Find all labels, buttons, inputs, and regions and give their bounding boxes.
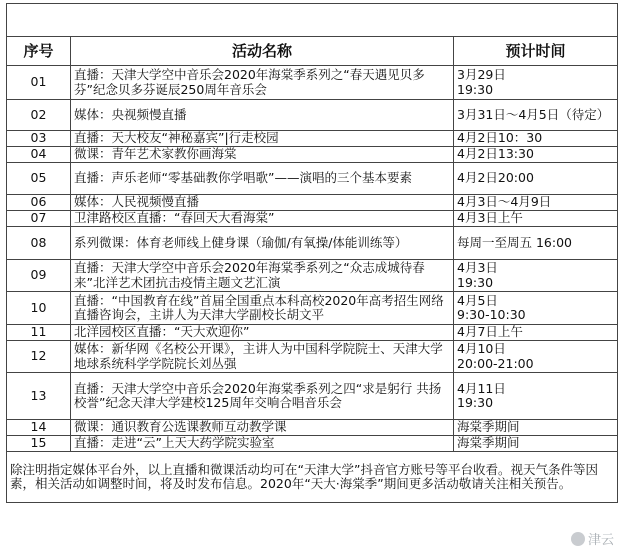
row-time-cell: 4月11日 19:30 <box>454 373 618 420</box>
table-row <box>7 420 618 436</box>
row-num-cell: 06 <box>7 195 71 211</box>
table-row <box>7 260 618 292</box>
watermark-logo-icon <box>571 532 585 546</box>
row-activity-cell: 直播：“中国教育在线”首届全国重点本科高校2020年高考招生网络直播咨询会，主讲人为天津大学副校长胡文平 <box>71 292 454 325</box>
row-time-cell: 4月3日上午 <box>454 211 618 227</box>
row-time-cell: 每周一至周五 16:00 <box>454 227 618 260</box>
row-num-cell: 15 <box>7 436 71 452</box>
row-activity-cell: 直播：天津大学空中音乐会2020年海棠季系列之“春天遇见贝多芬”纪念贝多芬诞辰250周年音乐会 <box>71 66 454 100</box>
row-time-cell: 4月7日上午 <box>454 325 618 341</box>
row-activity-cell: 媒体：人民视频慢直播 <box>71 195 454 211</box>
table-row <box>7 147 618 163</box>
row-num-cell: 10 <box>7 292 71 325</box>
schedule-table <box>6 3 618 503</box>
row-activity-cell: 媒体：新华网《名校公开课》，主讲人为中国科学院院士、天津大学地球系统科学学院院长刘丛强 <box>71 341 454 373</box>
row-num-cell: 13 <box>7 373 71 420</box>
table-row <box>7 292 618 325</box>
watermark-text: 津云 <box>587 533 614 548</box>
row-activity-cell: 卫津路校区直播：“春回天大看海棠” <box>71 211 454 227</box>
row-time-cell: 4月10日 20:00-21:00 <box>454 341 618 373</box>
row-activity-cell: 系列微课：体育老师线上健身课（瑜伽/有氧操/体能训练等） <box>71 227 454 260</box>
row-time-cell: 4月3日 19:30 <box>454 260 618 292</box>
notes-text: 除注明指定媒体平台外，以上直播和微课活动均可在“天津大学”抖音官方账号等平台收看。视天气条件等因素，相关活动如调整时间，将及时发布信息。2020年“天大·海棠季”期间更多活动敬请关注相关预告。 <box>7 452 618 503</box>
row-num-cell: 04 <box>7 147 71 163</box>
row-num-cell: 14 <box>7 420 71 436</box>
table-row <box>7 373 618 420</box>
row-activity-cell: 直播：天大校友“神秘嘉宾”|行走校园 <box>71 131 454 147</box>
row-time-cell: 3月31日～4月5日（待定） <box>454 100 618 131</box>
row-activity-cell: 微课：通识教育公选课教师互动教学课 <box>71 420 454 436</box>
row-num-cell: 12 <box>7 341 71 373</box>
header-time: 预计时间 <box>454 37 618 66</box>
row-activity-cell: 北洋园校区直播：“天大欢迎你” <box>71 325 454 341</box>
table-row <box>7 163 618 195</box>
row-activity-cell: 微课：青年艺术家教你画海棠 <box>71 147 454 163</box>
table-row <box>7 211 618 227</box>
row-time-cell: 4月3日～4月9日 <box>454 195 618 211</box>
row-time-cell: 海棠季期间 <box>454 420 618 436</box>
row-num-cell: 01 <box>7 66 71 100</box>
table-row <box>7 131 618 147</box>
row-activity-cell: 直播：声乐老师“零基础教你学唱歌”——演唱的三个基本要素 <box>71 163 454 195</box>
row-num-cell: 03 <box>7 131 71 147</box>
row-time-cell: 4月2日13:30 <box>454 147 618 163</box>
row-num-cell: 05 <box>7 163 71 195</box>
row-time-cell: 3月29日 19:30 <box>454 66 618 100</box>
row-activity-cell: 媒体：央视频慢直播 <box>71 100 454 131</box>
row-activity-cell: 直播：天津大学空中音乐会2020年海棠季系列之四“求是躬行 共扬校誉”纪念天津大学建校125周年交响合唱音乐会 <box>71 373 454 420</box>
table-row <box>7 227 618 260</box>
row-activity-cell: 直播：天津大学空中音乐会2020年海棠季系列之“众志成城待春来”北洋艺术团抗击疫情主题文艺汇演 <box>71 260 454 292</box>
header-num: 序号 <box>7 37 71 66</box>
row-time-cell: 海棠季期间 <box>454 436 618 452</box>
table-row <box>7 325 618 341</box>
row-num-cell: 09 <box>7 260 71 292</box>
notes-row <box>7 452 618 503</box>
table-row <box>7 195 618 211</box>
table-row <box>7 66 618 100</box>
header-activity: 活动名称 <box>71 37 454 66</box>
row-num-cell: 11 <box>7 325 71 341</box>
blank-top-row <box>7 4 618 37</box>
header-row <box>7 37 618 66</box>
table-row <box>7 436 618 452</box>
row-num-cell: 07 <box>7 211 71 227</box>
row-num-cell: 08 <box>7 227 71 260</box>
row-num-cell: 02 <box>7 100 71 131</box>
watermark <box>571 529 614 548</box>
table-row <box>7 341 618 373</box>
table-row <box>7 100 618 131</box>
row-time-cell: 4月5日 9:30-10:30 <box>454 292 618 325</box>
row-activity-cell: 直播：走进“云”上天大药学院实验室 <box>71 436 454 452</box>
row-time-cell: 4月2日20:00 <box>454 163 618 195</box>
row-time-cell: 4月2日10：30 <box>454 131 618 147</box>
